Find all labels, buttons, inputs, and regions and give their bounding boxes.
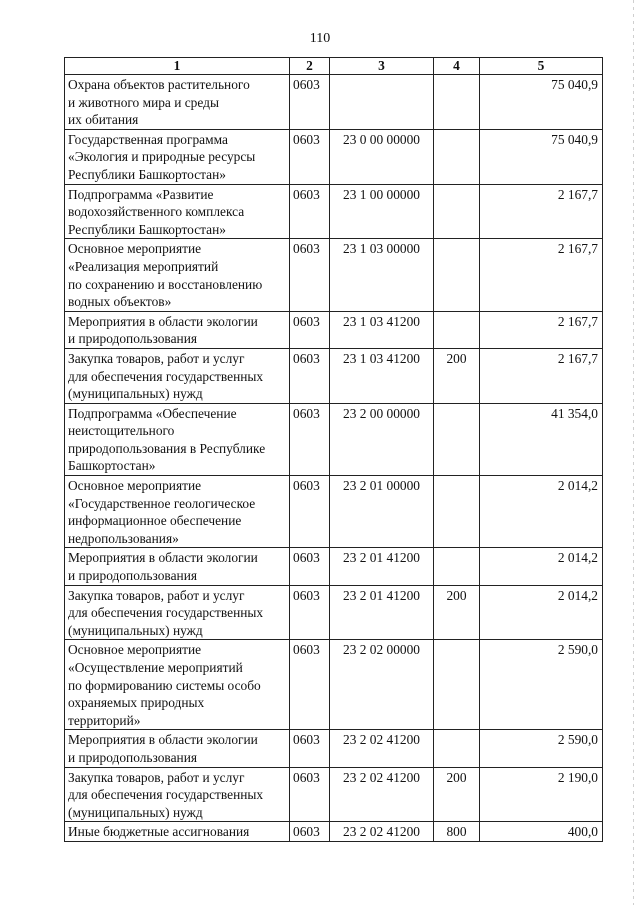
row-amount-cell: 2 590,0 [480,640,603,730]
table-row [65,75,603,130]
table-row [65,311,603,348]
table-row [65,640,603,730]
row-amount-cell: 75 040,9 [480,129,603,184]
table-row [65,476,603,548]
table-row [65,348,603,403]
row-code-cell: 0603 [290,822,330,842]
row-program-cell: 23 2 02 41200 [330,730,434,767]
row-type-cell: 200 [434,585,480,640]
row-program-cell: 23 2 02 00000 [330,640,434,730]
row-name-cell: Закупка товаров, работ и услуг для обеспечения государственных (муниципальных) нужд [65,348,290,403]
row-name-cell: Охрана объектов растительного и животного мира и среды их обитания [65,75,290,130]
row-program-cell: 23 1 03 00000 [330,239,434,311]
row-type-cell [434,476,480,548]
row-name-cell: Основное мероприятие «Осуществление мероприятий по формированию системы особо охраняемых природных территорий» [65,640,290,730]
header-col-5: 5 [480,58,603,75]
row-program-cell: 23 2 02 41200 [330,822,434,842]
row-amount-cell: 2 590,0 [480,730,603,767]
row-name-cell: Иные бюджетные ассигнования [65,822,290,842]
row-type-cell [434,239,480,311]
row-program-cell: 23 2 02 41200 [330,767,434,822]
row-name-cell: Мероприятия в области экологии и природопользования [65,730,290,767]
table-row [65,184,603,239]
row-code-cell: 0603 [290,767,330,822]
table-row [65,585,603,640]
row-amount-cell: 2 014,2 [480,476,603,548]
row-type-cell [434,311,480,348]
row-type-cell [434,184,480,239]
header-row [65,58,603,75]
budget-table [64,57,603,842]
row-code-cell: 0603 [290,585,330,640]
row-code-cell: 0603 [290,548,330,585]
row-type-cell [434,403,480,475]
header-col-4: 4 [434,58,480,75]
row-name-cell: Закупка товаров, работ и услуг для обеспечения государственных (муниципальных) нужд [65,585,290,640]
row-amount-cell: 75 040,9 [480,75,603,130]
row-program-cell: 23 0 00 00000 [330,129,434,184]
row-program-cell: 23 2 00 00000 [330,403,434,475]
row-amount-cell: 41 354,0 [480,403,603,475]
row-code-cell: 0603 [290,311,330,348]
table-row [65,239,603,311]
row-type-cell [434,640,480,730]
table-body [65,75,603,842]
table-row [65,767,603,822]
row-amount-cell: 2 167,7 [480,239,603,311]
row-code-cell: 0603 [290,640,330,730]
row-amount-cell: 400,0 [480,822,603,842]
row-type-cell: 200 [434,767,480,822]
row-program-cell: 23 1 03 41200 [330,348,434,403]
row-name-cell: Основное мероприятие «Реализация мероприятий по сохранению и восстановлению водных объектов» [65,239,290,311]
row-amount-cell: 2 167,7 [480,348,603,403]
page-number: 110 [309,31,331,46]
row-amount-cell: 2 014,2 [480,548,603,585]
header-col-2: 2 [290,58,330,75]
row-name-cell: Мероприятия в области экологии и природопользования [65,548,290,585]
row-amount-cell: 2 167,7 [480,311,603,348]
row-name-cell: Государственная программа «Экология и природные ресурсы Республики Башкортостан» [65,129,290,184]
row-code-cell: 0603 [290,476,330,548]
row-type-cell: 800 [434,822,480,842]
row-program-cell: 23 2 01 41200 [330,548,434,585]
table-row [65,548,603,585]
row-type-cell [434,548,480,585]
table-row [65,822,603,842]
row-program-cell: 23 1 00 00000 [330,184,434,239]
row-program-cell: 23 2 01 41200 [330,585,434,640]
table-header [65,58,603,75]
row-program-cell: 23 2 01 00000 [330,476,434,548]
row-type-cell [434,75,480,130]
row-code-cell: 0603 [290,184,330,239]
scan-edge-line [633,0,634,905]
row-amount-cell: 2 167,7 [480,184,603,239]
row-program-cell: 23 1 03 41200 [330,311,434,348]
row-amount-cell: 2 190,0 [480,767,603,822]
row-type-cell [434,129,480,184]
row-program-cell [330,75,434,130]
row-name-cell: Закупка товаров, работ и услуг для обеспечения государственных (муниципальных) нужд [65,767,290,822]
row-name-cell: Мероприятия в области экологии и природопользования [65,311,290,348]
table-row [65,129,603,184]
header-col-1: 1 [65,58,290,75]
row-code-cell: 0603 [290,403,330,475]
row-code-cell: 0603 [290,75,330,130]
row-name-cell: Подпрограмма «Обеспечение неистощительного природопользования в Республике Башкортостан» [65,403,290,475]
row-name-cell: Подпрограмма «Развитие водохозяйственного комплекса Республики Башкортостан» [65,184,290,239]
table-row [65,403,603,475]
row-code-cell: 0603 [290,348,330,403]
row-code-cell: 0603 [290,730,330,767]
row-name-cell: Основное мероприятие «Государственное геологическое информационное обеспечение недропользования» [65,476,290,548]
table-row [65,730,603,767]
row-type-cell [434,730,480,767]
row-code-cell: 0603 [290,129,330,184]
row-type-cell: 200 [434,348,480,403]
row-code-cell: 0603 [290,239,330,311]
header-col-3: 3 [330,58,434,75]
row-amount-cell: 2 014,2 [480,585,603,640]
